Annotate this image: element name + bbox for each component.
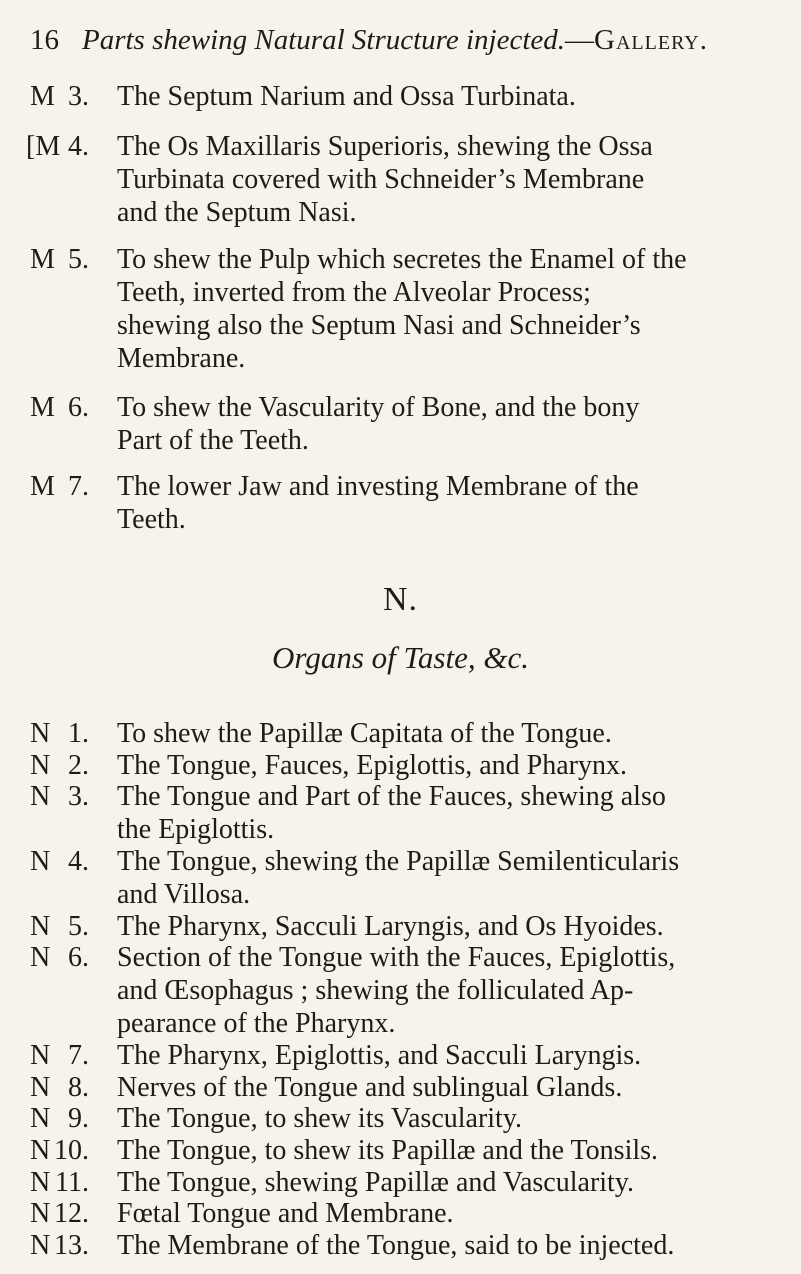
page-number: 16 xyxy=(30,24,59,56)
entry-line: the Epiglottis. xyxy=(117,814,275,845)
entry-line: The Membrane of the Tongue, said to be injected. xyxy=(117,1230,675,1261)
entry-line: pearance of the Pharynx. xyxy=(117,1008,396,1039)
entry-number: 10. xyxy=(54,1135,89,1166)
entry-number: 8. xyxy=(68,1072,89,1103)
entry-line: Teeth. xyxy=(117,504,186,535)
entry-number: 4. xyxy=(68,131,89,162)
entry-letter: N xyxy=(30,781,51,812)
entry-line: and the Septum Nasi. xyxy=(117,197,357,228)
entry-line: The Tongue, to shew its Vascularity. xyxy=(117,1103,523,1134)
entry-description xyxy=(117,1102,801,1135)
header-title: Parts shewing Natural Structure injected. xyxy=(82,24,566,56)
entry-description xyxy=(117,910,801,943)
entry-letter: N xyxy=(30,1167,51,1198)
entry-line: To shew the Pulp which secretes the Enamel of the xyxy=(117,244,687,275)
entry-letter: N xyxy=(30,750,51,781)
entry-line: Membrane. xyxy=(117,343,246,374)
entry-description xyxy=(117,780,801,846)
entry-description xyxy=(117,941,801,1040)
section-title: Organs of Taste, &c. xyxy=(272,640,529,675)
entry-line: The Tongue, shewing Papillæ and Vascularity. xyxy=(117,1167,635,1198)
entry-line: The Pharynx, Epiglottis, and Sacculi Laryngis. xyxy=(117,1040,642,1071)
entry-letter: N xyxy=(30,1198,51,1229)
entry-letter: N xyxy=(30,1040,51,1071)
entry-letter: M xyxy=(30,81,55,112)
entry-letter: N xyxy=(30,1135,51,1166)
entry-description xyxy=(117,130,801,229)
header-gallery: Gallery. xyxy=(594,24,708,56)
entry-description xyxy=(117,1071,801,1104)
entry-description xyxy=(117,1134,801,1167)
entry-line: Turbinata covered with Schneider’s Membrane xyxy=(117,164,645,195)
entry-description xyxy=(117,391,801,457)
entry-line: To shew the Papillæ Capitata of the Tongue. xyxy=(117,718,612,749)
entry-description xyxy=(117,1039,801,1072)
entry-description xyxy=(117,749,801,782)
entry-line: The Tongue and Part of the Fauces, shewing also xyxy=(117,781,666,812)
entry-line: Part of the Teeth. xyxy=(117,425,309,456)
entry-number: 3. xyxy=(68,781,89,812)
entry-line: Fœtal Tongue and Membrane. xyxy=(117,1198,454,1229)
entry-line: The Pharynx, Sacculi Laryngis, and Os Hyoides. xyxy=(117,911,664,942)
entry-number: 9. xyxy=(68,1103,89,1134)
entry-letter: N xyxy=(30,1103,51,1134)
running-header xyxy=(30,22,790,58)
entry-number: 13. xyxy=(54,1230,89,1261)
entry-description xyxy=(117,1229,801,1262)
entry-description xyxy=(117,243,801,375)
entry-number: 3. xyxy=(68,81,89,112)
entry-number: 5. xyxy=(68,244,89,275)
entry-letter: N xyxy=(30,846,51,877)
entry-letter: M xyxy=(30,392,55,423)
entry-line: To shew the Vascularity of Bone, and the bony xyxy=(117,392,640,423)
entry-number: 7. xyxy=(68,471,89,502)
entry-letter: M xyxy=(30,244,55,275)
entry-line: and Villosa. xyxy=(117,879,251,910)
entry-description xyxy=(117,80,801,113)
entry-line: The Tongue, Fauces, Epiglottis, and Pharynx. xyxy=(117,750,628,781)
entry-number: 4. xyxy=(68,846,89,877)
entry-letter: N xyxy=(30,1230,51,1261)
entry-line: The Os Maxillaris Superioris, shewing the Ossa xyxy=(117,131,653,162)
entry-line: The lower Jaw and investing Membrane of the xyxy=(117,471,639,502)
entry-line: The Septum Narium and Ossa Turbinata. xyxy=(117,81,576,112)
entry-line: Teeth, inverted from the Alveolar Process; xyxy=(117,277,591,308)
entry-line: Nerves of the Tongue and sublingual Glands. xyxy=(117,1072,623,1103)
entry-line: Section of the Tongue with the Fauces, Epiglottis, xyxy=(117,942,676,973)
entry-letter: [M xyxy=(26,131,61,162)
section-letter: N. xyxy=(382,581,419,618)
entry-letter: N xyxy=(30,718,51,749)
entry-line: shewing also the Septum Nasi and Schneider’s xyxy=(117,310,641,341)
entry-line: The Tongue, shewing the Papillæ Semilenticularis xyxy=(117,846,680,877)
entry-number: 6. xyxy=(68,392,89,423)
entry-description xyxy=(117,470,801,536)
entry-number: 12. xyxy=(54,1198,89,1229)
entry-description xyxy=(117,845,801,911)
entry-number: 7. xyxy=(68,1040,89,1071)
entry-number: 6. xyxy=(68,942,89,973)
entry-number: 11. xyxy=(55,1167,89,1198)
header-dash: — xyxy=(565,24,595,56)
entry-letter: N xyxy=(30,942,51,973)
entry-description xyxy=(117,1166,801,1199)
entry-letter: M xyxy=(30,471,55,502)
entry-number: 1. xyxy=(68,718,89,749)
entry-letter: N xyxy=(30,911,51,942)
entry-number: 2. xyxy=(68,750,89,781)
entry-line: The Tongue, to shew its Papillæ and the Tonsils. xyxy=(117,1135,659,1166)
entry-number: 5. xyxy=(68,911,89,942)
entry-letter: N xyxy=(30,1072,51,1103)
entry-line: and Œsophagus ; shewing the folliculated Ap- xyxy=(117,975,634,1006)
entry-description xyxy=(117,1197,801,1230)
entry-description xyxy=(117,717,801,750)
